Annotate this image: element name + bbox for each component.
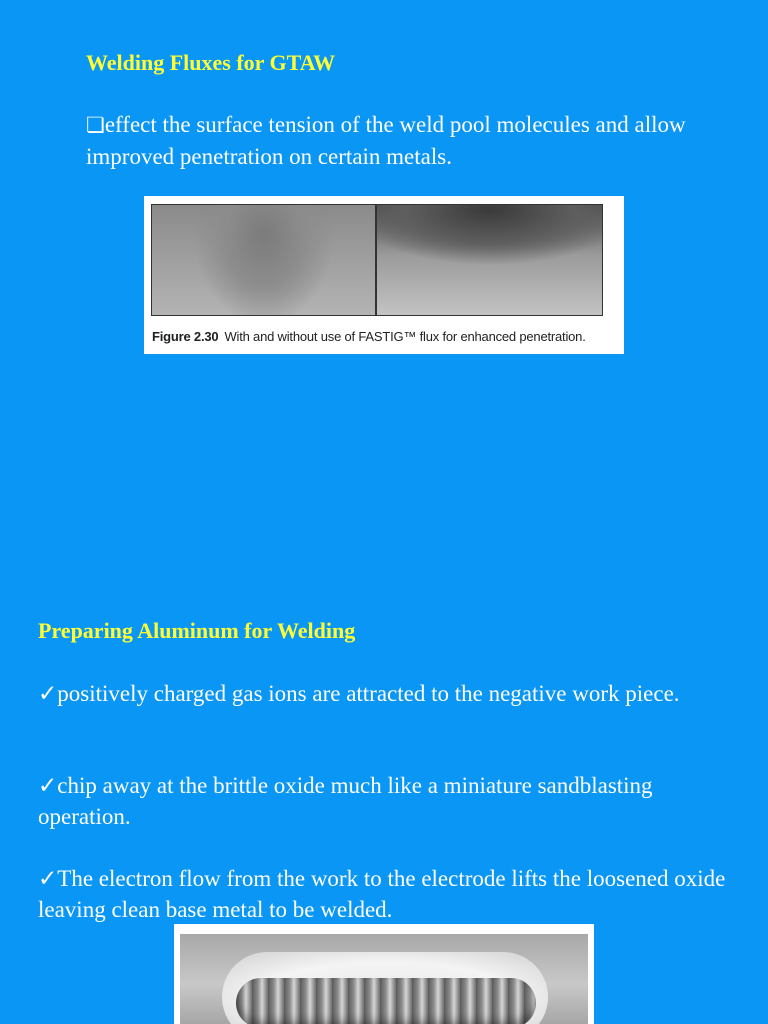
- aluminum-item-3: [38, 863, 728, 925]
- aluminum-weld-bead-image: [174, 924, 594, 1024]
- check-icon: ✓: [38, 773, 58, 798]
- flux-bullet-text: effect the surface tension of the weld pool molecules and allow improved penetration on certain metals.: [86, 112, 686, 169]
- check-icon: ✓: [38, 681, 58, 706]
- check-icon: ✓: [38, 866, 58, 891]
- section-title-preparing-aluminum: Preparing Aluminum for Welding: [38, 618, 356, 643]
- flux-bullet-paragraph: [86, 109, 726, 172]
- figure-caption-text: With and without use of FASTIG™ flux for enhanced penetration.: [224, 329, 586, 344]
- weld-bead: [236, 978, 536, 1024]
- section-title-welding-fluxes: Welding Fluxes for GTAW: [86, 50, 336, 75]
- aluminum-item-2: [38, 770, 738, 832]
- figure-caption: [152, 329, 586, 344]
- aluminum-item-text: chip away at the brittle oxide much like a miniature sandblasting operation.: [38, 773, 653, 829]
- figure-label: Figure 2.30: [152, 329, 219, 344]
- fastig-flux-figure: [144, 196, 624, 354]
- weld-with-flux-image: [376, 204, 603, 316]
- square-bullet-icon: ❏: [86, 113, 105, 137]
- aluminum-item-text: The electron flow from the work to the electrode lifts the loosened oxide leaving clean base metal to be welded.: [38, 866, 726, 922]
- weld-without-flux-image: [151, 204, 376, 316]
- aluminum-item-1: [38, 678, 728, 709]
- aluminum-item-text: positively charged gas ions are attracted to the negative work piece.: [57, 681, 680, 706]
